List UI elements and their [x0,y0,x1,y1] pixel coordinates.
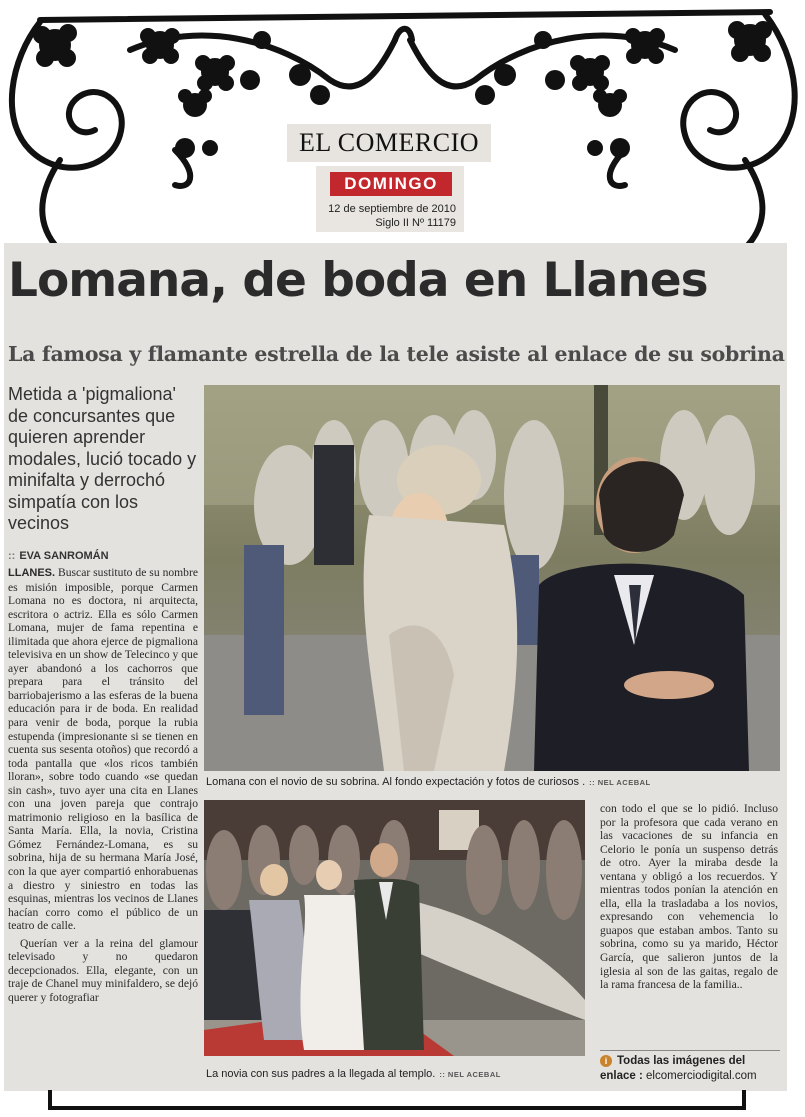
online-gallery-title: Todas las imágenes del enlace : [600,1055,746,1082]
photo2-credit: :: NEL ACEBAL [439,1070,501,1079]
photo-lomana-with-groom-image [204,385,780,771]
online-gallery-note [600,1050,780,1084]
photo1-caption-text: Lomana con el novio de su sobrina. Al fondo expectación y fotos de curiosos . [206,776,586,788]
publication-date: 12 de septiembre de 2010 [328,203,456,215]
info-icon: i [600,1055,612,1067]
issue-number: Siglo II Nº 11179 [375,217,456,229]
byline-author: EVA SANROMÁN [19,550,109,562]
online-gallery-link[interactable]: elcomerciodigital.com [646,1070,757,1082]
newspaper-masthead [287,124,491,162]
article-byline [8,550,109,562]
article-dateline: LLANES. [8,567,56,579]
photo1-credit: :: NEL ACEBAL [589,778,651,787]
photo2-caption-text: La novia con sus padres a la llegada al templo. [206,1068,436,1080]
byline-marker-icon: :: [8,550,16,562]
photo-lomana-with-groom [204,385,780,771]
frame-bottom-border [48,1090,746,1110]
photo-bride-with-parents-image [204,800,585,1056]
article-lede: Metida a 'pigmaliona' de concursantes que quieren aprender modales, lució tocado y minifalta y derrochó simpatía con los vecinos [8,384,197,533]
article-subheadline: La famosa y flamante estrella de la tele asiste al enlace de su sobrina [8,342,785,366]
article-headline: Lomana, de boda en Llanes [8,253,708,308]
body-paragraph-1: Buscar sustituto de su nombre es misión imposible, porque Carmen Lomana no es doctora, ni arquitecta, escritora o actriz. Ella es sólo Carmen Lomana, mujer de fama repentina e ilimitada que ahora ejerce de pigmaliona televisiva en un show de Telecinco y que ayer abandonó a los cachorros que prepara para el tránsito del barriobajerismo a las esferas de la buena educación para ir de boda. En realidad para venir de boda, porque la rubia estupenda (impresionante si se tienen en cuenta sus sesenta otoños) que recordó a toda pantalla que «los ricos también lloran», sobre todo cuando «se quedan sin cash», tuvo ayer una cita en Llanes con una joven pareja que contrajo matrimonio religioso en la basílica de Santa María. Ella, la novia, Cristina Gómez Fernández-Lomana, es su sobrina, hija de su hermana María José, con la que ayer compartió enhorabuenas a diestro y siniestro en todas las esquinas, mientras los vecinos de Llanes hacían corro como el público de un teatro de calle. [8,566,198,933]
photo1-caption [206,776,651,788]
newspaper-name: EL COMERCIO [298,128,480,157]
body-paragraph-2: Querían ver a la reina del glamour televisado y no quedaron decepcionados. Ella, elegante, con un traje de Chanel muy minifaldero, se dejó querer y fotografiar [8,936,198,1004]
article-body-right-column: con todo el que se lo pidió. Incluso por la profesora que cada verano en las vacaciones de su infancia en Celorio le ponía un suspenso detrás de otro. Ayer la miraba desde la ventana y obligó a los recuerdos. Y mientras todos ponían la atención en ella, ella la trasladaba a los novios, expresando con vehemencia lo guapos que estaban ambos. Tanto su sobrina, como su ya marido, Héctor García, que salieron juntos de la iglesia al son de las gaitas, regalo de la rama francesa de la familia.. [600,802,778,992]
photo-bride-with-parents [204,800,585,1056]
photo2-caption [206,1068,501,1080]
edition-date-block [316,166,464,232]
edition-badge: DOMINGO [330,172,452,196]
article-body-left-column [8,566,198,1005]
